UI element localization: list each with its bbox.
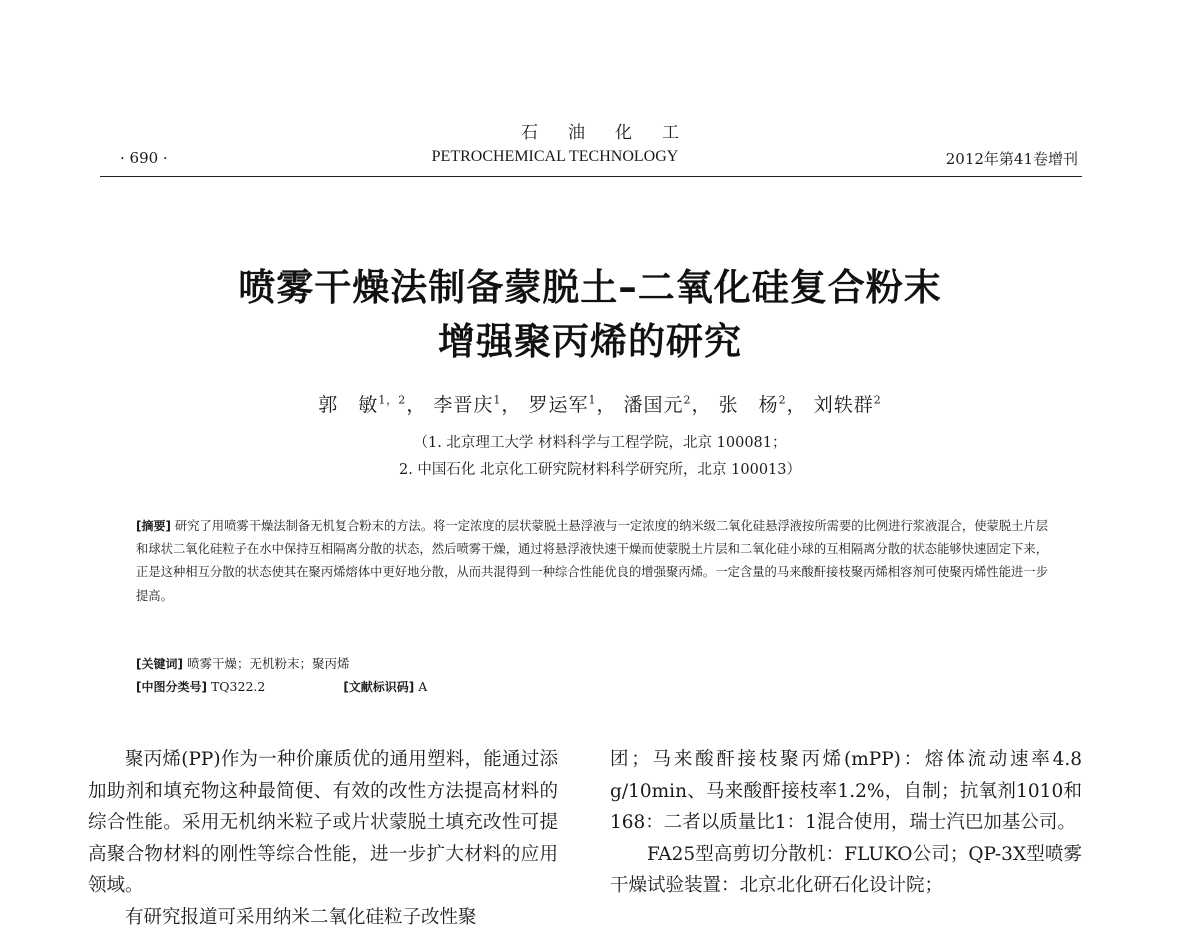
abstract-label: [摘要]	[136, 519, 171, 533]
body-column-left	[88, 744, 558, 933]
author: 罗运军$^1$	[528, 393, 597, 416]
affiliation-1: （1. 北京理工大学 材料科学与工程学院，北京 100081；	[413, 435, 787, 451]
paragraph: FA25型高剪切分散机：FLUKO公司；QP-3X型喷雾干燥试验装置：北京北化研石化设计院；	[610, 843, 1082, 896]
author-list: 郭 敏$^{1,2}$， 李晋庆$^1$， 罗运军$^1$， 潘国元$^2$， 张 杨$^2$， 刘轶群$^2$	[318, 393, 882, 416]
journal-name-english: PETROCHEMICAL TECHNOLOGY	[431, 148, 679, 165]
keywords-label: [关键词]	[136, 657, 183, 671]
abstract	[136, 515, 1048, 608]
keywords	[136, 654, 349, 672]
abstract-text: 研究了用喷雾干燥法制备无机复合粉末的方法。将一定浓度的层状蒙脱土悬浮液与一定浓度的纳米级二氧化硅悬浮液按所需要的比例进行浆液混合，使蒙脱土片层和球状二氧化硅粒子在水中保持互相隔离分散的状态，然后喷雾干燥，通过将悬浮液快速干燥而使蒙脱土片层和二氧化硅小球的互相隔离分散的状态能够快速固定下来，正是这种相互分散的状态使其在聚丙烯熔体中更好地分散，从而共混得到一种综合性能优良的增强聚丙烯。一定含量的马来酸酐接枝聚丙烯相容剂可使聚丙烯性能进一步提高。	[136, 519, 1048, 603]
journal-name-chinese: 石油化工	[521, 123, 709, 143]
author: 郭 敏$^{1,2}$	[318, 393, 407, 416]
author: 张 杨$^2$	[718, 393, 787, 416]
issue-info: 2012年第41卷增刊	[945, 150, 1078, 168]
author: 刘轶群$^2$	[813, 393, 882, 416]
affiliation-2: 2. 中国石化 北京化工研究院材料科学研究所，北京 100013）	[398, 462, 801, 478]
page-number: · 690 ·	[120, 149, 168, 167]
body-column-right	[610, 744, 1082, 902]
keywords-text: 喷雾干燥；无机粉末；聚丙烯	[186, 656, 350, 671]
classification	[136, 678, 427, 695]
paper-title-line-1: 喷雾干燥法制备蒙脱土–二氧化硅复合粉末	[238, 266, 942, 309]
paragraph: 有研究报道可采用纳米二氧化硅粒子改性聚	[125, 906, 477, 928]
document-code-value: A	[418, 679, 428, 694]
document-code-label: [文献标识码]	[343, 680, 415, 694]
header-rule	[100, 176, 1082, 177]
author: 潘国元$^2$	[623, 393, 692, 416]
author: 李晋庆$^1$	[433, 393, 502, 416]
classification-value: TQ322.2	[210, 679, 266, 694]
classification-label: [中图分类号]	[136, 680, 207, 694]
paragraph: 聚丙烯(PP)作为一种价廉质优的通用塑料，能通过添加助剂和填充物这种最简便、有效的改性方法提高材料的综合性能。采用无机纳米粒子或片状蒙脱土填充改性可提高聚合物材料的刚性等综合性能，进一步扩大材料的应用领域。	[88, 749, 558, 896]
paragraph: 团；马来酸酐接枝聚丙烯(mPP)：熔体流动速率4.8 g/10min、马来酸酐接枝率1.2%，自制；抗氧剂1010和168：二者以质量比1：1混合使用，瑞士汽巴加基公司。	[610, 749, 1082, 833]
paper-title-line-2: 增强聚丙烯的研究	[438, 320, 742, 363]
